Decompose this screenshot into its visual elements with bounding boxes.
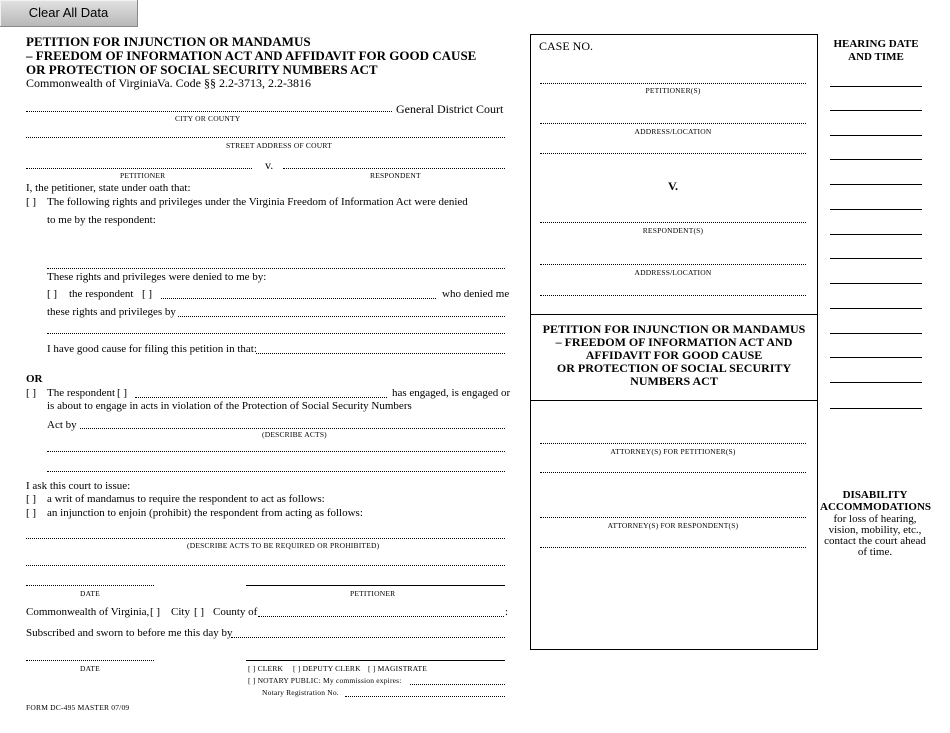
code-citation: Va. Code §§ 2.2-3713, 2.2-3816 [157,76,311,90]
commonwealth-label: Commonwealth of Virginia [26,76,158,90]
petitioner-address-caption: ADDRESS/LOCATION [634,127,712,136]
respondent-address-field-2[interactable] [540,295,806,296]
magistrate-label: MAGISTRATE [377,664,428,673]
foia-text-line-2: to me by the respondent: [47,214,156,226]
injunction-checkbox[interactable]: [ ] [26,507,37,519]
cover-title-line-4: OR PROTECTION OF SOCIAL SECURITY [556,361,792,375]
cover-title-line-2: – FREEDOM OF INFORMATION ACT AND [555,335,793,349]
ssn-respondent-checkbox[interactable]: [ ] [117,387,128,399]
form-title-line-2: – FREEDOM OF INFORMATION ACT AND AFFIDAVIT FOR GOOD CAUSE [26,48,477,63]
clear-all-data-button[interactable]: Clear All Data [0,0,138,27]
date-caption: DATE [80,589,100,598]
cover-divider-top [530,314,818,315]
hearing-title-line-1: HEARING DATE [833,38,919,50]
clerk-label: CLERK [257,664,284,673]
city-label: City [171,606,190,618]
petitioner-address-field-2[interactable] [540,153,806,154]
ssn-engaged-label: has engaged, is engaged or [392,387,511,399]
acts-required-field[interactable] [26,538,505,539]
officer-signature-field[interactable] [246,660,505,661]
county-checkbox[interactable]: [ ] [194,606,205,618]
deputy-clerk-checkbox[interactable] [293,664,361,673]
deputy-clerk-checkbox-mark: [ ] [293,664,301,673]
hearing-date-line[interactable] [830,408,922,409]
case-no-label: CASE NO. [539,39,594,53]
clerk-checkbox-mark: [ ] [248,664,256,673]
hearing-date-line[interactable] [830,308,922,309]
the-respondent-label: the respondent [69,288,134,300]
act-by-field[interactable] [80,428,505,429]
versus-label: v. [265,158,274,172]
magistrate-checkbox[interactable] [368,664,427,673]
petitioner-signature-field[interactable] [246,585,505,586]
other-denier-checkbox[interactable]: [ ] [142,288,153,300]
rights-denied-field[interactable] [47,268,505,269]
hearing-date-line[interactable] [830,357,922,358]
rights-by-field[interactable] [178,316,505,317]
disability-text-line-3: contact the court ahead [824,535,926,547]
ssn-checkbox[interactable]: [ ] [26,387,37,399]
rights-by-label: these rights and privileges by [47,306,176,318]
deputy-clerk-label: DEPUTY CLERK [302,664,361,673]
petitioner-address-field[interactable] [540,123,806,124]
petitioner-field[interactable] [26,168,252,169]
county-of-label: County of [213,606,258,618]
hearing-title-line-2: AND TIME [848,51,904,63]
respondent-caption: RESPONDENT [370,171,421,180]
county-of-field[interactable] [258,616,504,617]
or-label: OR [26,373,43,385]
petition-date-field[interactable] [26,585,154,586]
form-id: FORM DC-495 MASTER 07/09 [26,703,130,712]
disability-title-line-2: ACCOMMODATIONS [820,501,932,513]
city-or-county-caption: CITY OR COUNTY [175,114,241,123]
who-denied-label: who denied me [442,288,510,300]
sworn-date-field[interactable] [26,660,154,661]
notary-registration-label: Notary Registration No. [262,688,339,697]
attorney-respondent-field-2[interactable] [540,547,806,548]
hearing-date-line[interactable] [830,333,922,334]
acts-required-field-2[interactable] [26,565,505,566]
ask-court-label: I ask this court to issue: [26,480,131,492]
hearing-date-line[interactable] [830,184,922,185]
disability-text-line-2: vision, mobility, etc., [828,524,922,536]
act-by-label: Act by [47,419,77,431]
oath-statement: I, the petitioner, state under oath that: [26,182,191,194]
act-by-field-2[interactable] [47,451,505,452]
ssn-respondent-field[interactable] [135,397,387,398]
notary-checkbox[interactable] [248,676,402,685]
cover-title-line-1: PETITION FOR INJUNCTION OR MANDAMUS [542,322,806,336]
ssn-respondent-label: The respondent [47,387,116,399]
good-cause-label: I have good cause for filing this petition in that: [47,343,257,355]
describe-acts-required-caption: (DESCRIBE ACTS TO BE REQUIRED OR PROHIBITED) [187,541,380,550]
writ-checkbox[interactable]: [ ] [26,493,37,505]
foia-checkbox[interactable]: [ ] [26,196,37,208]
respondent-address-field[interactable] [540,264,806,265]
attorney-respondent-caption: ATTORNEY(S) FOR RESPONDENT(S) [607,521,739,530]
hearing-date-line[interactable] [830,283,922,284]
respondent-address-caption: ADDRESS/LOCATION [634,268,712,277]
petitioner-caption: PETITIONER [120,171,166,180]
writ-label: a writ of mandamus to require the respondent to act as follows: [47,493,325,505]
county-colon: : [505,606,509,618]
petitioner-signature-caption: PETITIONER [350,589,396,598]
sworn-commonwealth-label: Commonwealth of Virginia, [26,606,150,618]
subscribed-field[interactable] [231,637,505,638]
hearing-date-line[interactable] [830,382,922,383]
denied-by-label: These rights and privileges were denied to me by: [47,271,267,283]
cover-versus-label: V. [667,179,679,193]
ssn-text-line-2: is about to engage in acts in violation of the Protection of Social Security Numbers [47,400,412,412]
cover-title-line-5: NUMBERS ACT [630,374,718,388]
attorney-petitioner-field-2[interactable] [540,472,806,473]
form-title-line-3: OR PROTECTION OF SOCIAL SECURITY NUMBERS ACT [26,62,378,77]
act-by-field-3[interactable] [47,471,505,472]
attorney-respondent-field[interactable] [540,517,806,518]
notary-checkbox-mark: [ ] [248,676,256,685]
disability-title-line-1: DISABILITY [842,489,908,501]
respondent-field[interactable] [283,168,505,169]
clerk-checkbox[interactable] [248,664,283,673]
disability-text-line-1: for loss of hearing, [833,513,917,525]
street-address-caption: STREET ADDRESS OF COURT [226,141,332,150]
general-district-court-label: General District Court [396,102,504,116]
respondents-caption: RESPONDENT(S) [642,226,704,235]
street-address-field[interactable] [26,137,505,138]
hearing-date-line[interactable] [830,258,922,259]
cover-title-line-3: AFFIDAVIT FOR GOOD CAUSE [585,348,763,362]
cover-divider-bottom [530,400,818,401]
hearing-date-line[interactable] [830,110,922,111]
form-title-line-1: PETITION FOR INJUNCTION OR MANDAMUS [26,34,311,49]
city-checkbox[interactable]: [ ] [150,606,161,618]
petitioners-caption: PETITIONER(S) [645,86,701,95]
other-denier-field[interactable] [161,298,436,299]
subscribed-label: Subscribed and sworn to before me this day by [26,627,233,639]
foia-text-line-1: The following rights and privileges under the Virginia Freedom of Information Act were denied [47,196,468,208]
good-cause-field[interactable] [256,353,505,354]
hearing-date-line[interactable] [830,234,922,235]
hearing-date-line[interactable] [830,209,922,210]
hearing-date-line[interactable] [830,159,922,160]
attorney-petitioner-caption: ATTORNEY(S) FOR PETITIONER(S) [610,447,736,456]
magistrate-checkbox-mark: [ ] [368,664,376,673]
respondents-field[interactable] [540,222,806,223]
notary-registration-field[interactable] [345,696,505,697]
notary-label: NOTARY PUBLIC: My commission expires: [257,676,402,685]
disability-text-line-4: of time. [857,546,893,558]
respondent-checkbox[interactable]: [ ] [47,288,58,300]
describe-acts-caption: (DESCRIBE ACTS) [262,430,327,439]
sworn-date-caption: DATE [80,664,100,673]
city-or-county-field[interactable] [26,111,392,112]
injunction-label: an injunction to enjoin (prohibit) the respondent from acting as follows: [47,507,363,519]
petitioners-field[interactable] [540,83,806,84]
rights-by-field-2[interactable] [47,333,505,334]
hearing-date-line[interactable] [830,135,922,136]
hearing-date-line[interactable] [830,86,922,87]
commission-expires-field[interactable] [410,684,505,685]
attorney-petitioner-field[interactable] [540,443,806,444]
